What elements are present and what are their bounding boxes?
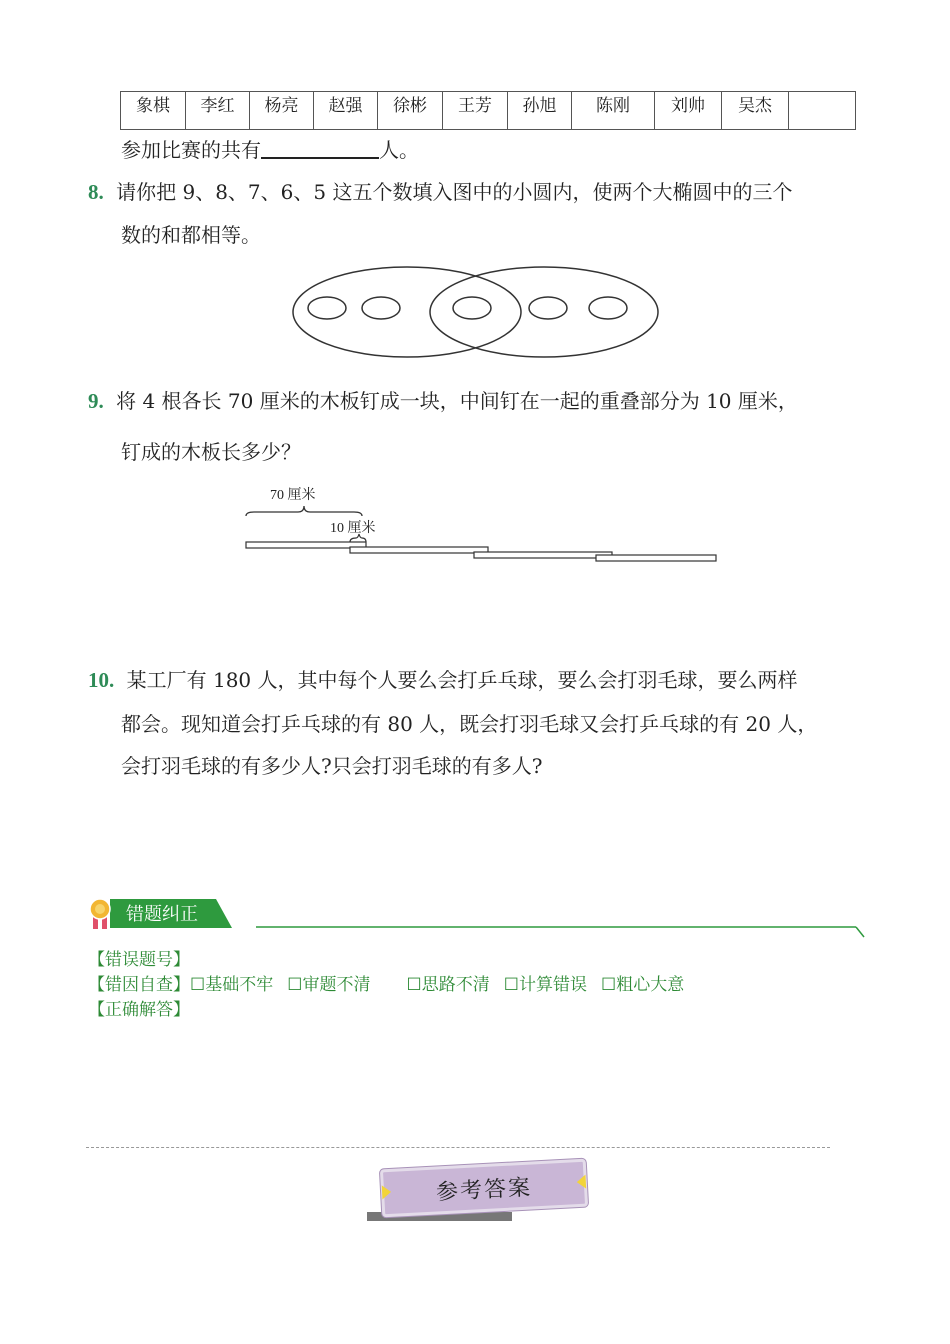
table-cell: 徐彬 (378, 92, 443, 130)
small-circle (362, 297, 400, 319)
ellipse-diagram (290, 262, 662, 364)
table-cell: 赵强 (314, 92, 378, 130)
dashed-divider (86, 1147, 830, 1148)
question-number: 8. (88, 180, 104, 204)
checkbox-option[interactable]: ☐粗心大意 (601, 975, 685, 995)
table-cell: 孙旭 (508, 92, 572, 130)
q9-line2: 钉成的木板长多少？ (121, 440, 301, 464)
error-cause-row (88, 972, 684, 998)
question-text: 某工厂有 180 人，其中每个人要么会打乒乓球，要么会打羽毛球，要么两样 (126, 668, 798, 692)
brace-70 (246, 506, 362, 516)
q9-line1 (88, 389, 798, 413)
q10-line2: 都会。现知道会打乒乓球的有 80 人，既会打羽毛球又会打乒乓球的有 20 人， (121, 712, 818, 736)
checkbox-option[interactable]: ☐审题不清 (287, 975, 371, 995)
correct-answer-label: 【正确解答】 (88, 1000, 190, 1020)
checkbox-option[interactable]: ☐思路不清 (406, 975, 490, 995)
q8-line2: 数的和都相等。 (121, 223, 261, 247)
wrong-question-number-label: 【错误题号】 (88, 950, 190, 970)
small-circle (453, 297, 491, 319)
board (596, 555, 716, 561)
question-number: 10. (88, 668, 115, 692)
board (246, 542, 366, 548)
checkbox-option[interactable]: ☐计算错误 (503, 975, 587, 995)
checkbox-option[interactable]: ☐基础不牢 (190, 975, 274, 995)
right-large-ellipse (430, 267, 658, 357)
error-cause-label: 【错因自查】 (88, 975, 190, 995)
q7-text-before: 参加比赛的共有 (121, 138, 261, 162)
table-row (121, 92, 856, 130)
medal-icon (90, 899, 110, 929)
table-cell: 陈刚 (572, 92, 655, 130)
correction-banner-title: 错题纠正 (126, 904, 198, 925)
table-cell: 刘帅 (655, 92, 722, 130)
q10-line1 (88, 668, 798, 692)
answer-blank[interactable] (261, 137, 379, 159)
correction-banner-graphic (88, 895, 868, 939)
label-10cm: 10 厘米 (330, 521, 376, 536)
q8-line1 (88, 180, 792, 204)
answer-banner (380, 1159, 588, 1218)
table-cell: 吴杰 (722, 92, 789, 130)
table-cell: 王芳 (443, 92, 508, 130)
label-70cm: 70 厘米 (270, 488, 316, 503)
small-circle (589, 297, 627, 319)
small-circle (308, 297, 346, 319)
small-circle (529, 297, 567, 319)
q7-answer-line (121, 137, 419, 162)
question-number: 9. (88, 389, 104, 413)
table-cell: 杨亮 (250, 92, 314, 130)
question-text: 请你把 9、8、7、6、5 这五个数填入图中的小圆内，使两个大椭圆中的三个 (116, 180, 793, 204)
q7-text-after: 人。 (379, 138, 419, 162)
table-cell: 象棋 (121, 92, 186, 130)
left-large-ellipse (293, 267, 521, 357)
q10-line3: 会打羽毛球的有多少人?只会打羽毛球的有多人? (121, 754, 543, 778)
board (350, 547, 488, 553)
table-cell (789, 92, 856, 130)
name-table (120, 91, 856, 130)
table-cell: 李红 (186, 92, 250, 130)
answer-banner-title: 参考答案 (435, 1175, 533, 1206)
board (474, 552, 612, 558)
question-text: 将 4 根各长 70 厘米的木板钉成一块，中间钉在一起的重叠部分为 10 厘米， (116, 389, 798, 413)
